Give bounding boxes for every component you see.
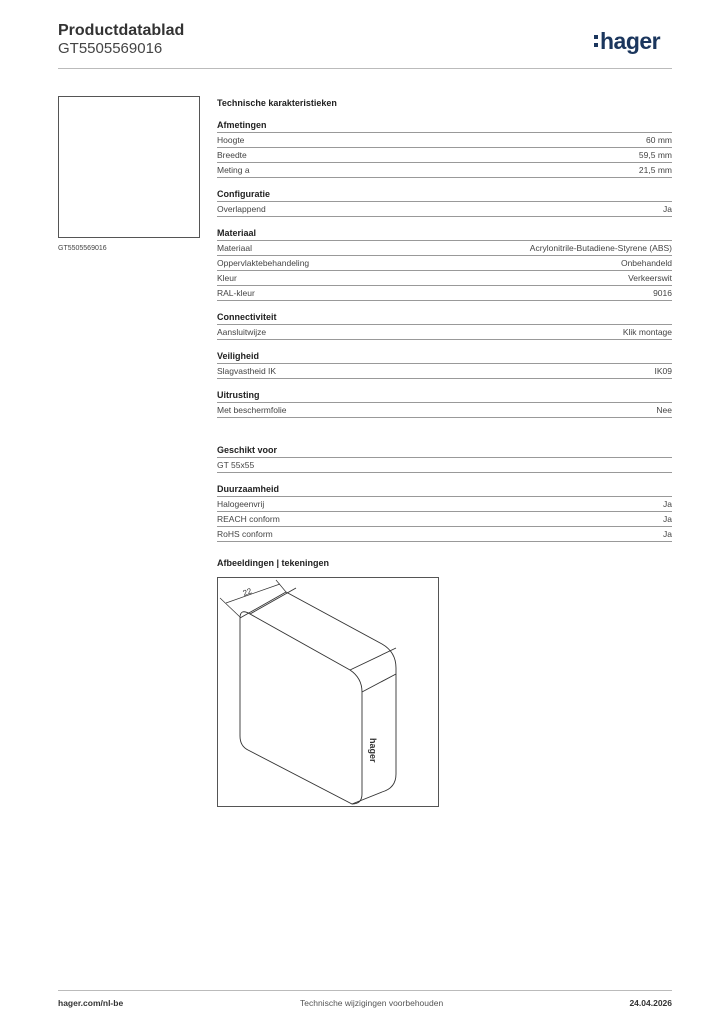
spec-group xyxy=(217,443,672,473)
spec-value: Ja xyxy=(663,499,672,509)
spec-value: Ja xyxy=(663,204,672,214)
thumbnail-caption: GT5505569016 xyxy=(58,245,107,252)
hager-logo xyxy=(594,28,660,55)
box-outline xyxy=(240,588,396,804)
footer-date: 24.04.2026 xyxy=(629,998,672,1008)
spec-label: Overlappend xyxy=(217,204,266,214)
spec-group-title: Veiligheid xyxy=(217,349,672,364)
spec-row xyxy=(217,364,672,379)
sustainability-group xyxy=(217,482,672,542)
spec-label: Met beschermfolie xyxy=(217,405,287,415)
spec-value: Acrylonitrile-Butadiene-Styrene (ABS) xyxy=(529,243,672,253)
spec-group xyxy=(217,187,672,217)
spec-value: Klik montage xyxy=(622,327,672,337)
spec-row xyxy=(217,458,672,473)
spec-group xyxy=(217,226,672,301)
spec-label: RoHS conform xyxy=(217,529,273,539)
spec-row xyxy=(217,271,672,286)
spec-label: GT 55x55 xyxy=(217,460,255,470)
document-code: GT5505569016 xyxy=(58,40,163,57)
spec-row xyxy=(217,256,672,271)
spec-row xyxy=(217,286,672,301)
spec-row xyxy=(217,163,672,178)
spec-row xyxy=(217,497,672,512)
spec-label: Hoogte xyxy=(217,135,245,145)
spec-value: Verkeerswit xyxy=(628,273,672,283)
spec-group-title: Duurzaamheid xyxy=(217,482,672,497)
spec-group xyxy=(217,349,672,379)
spec-value: 60 mm xyxy=(646,135,672,145)
spec-label: Kleur xyxy=(217,273,237,283)
spec-label: Breedte xyxy=(217,150,247,160)
spec-group-title: Configuratie xyxy=(217,187,672,202)
images-heading: Afbeeldingen | tekeningen xyxy=(217,558,330,568)
spec-row xyxy=(217,527,672,542)
document-title: Productdatablad xyxy=(58,22,185,39)
spec-value: Onbehandeld xyxy=(620,258,672,268)
spec-row xyxy=(217,148,672,163)
spec-label: REACH conform xyxy=(217,514,280,524)
spec-group xyxy=(217,482,672,542)
spec-value: 59,5 mm xyxy=(638,150,672,160)
spec-row xyxy=(217,325,672,340)
spec-group-title: Uitrusting xyxy=(217,388,672,403)
tech-heading: Technische karakteristieken xyxy=(217,98,337,108)
spec-value: 9016 xyxy=(653,288,672,298)
spec-row xyxy=(217,202,672,217)
spec-value: Nee xyxy=(656,405,672,415)
header-divider xyxy=(58,68,672,69)
spec-group-title: Geschikt voor xyxy=(217,443,672,458)
spec-row xyxy=(217,241,672,256)
spec-label: Halogeenvrij xyxy=(217,499,265,509)
tech-content xyxy=(217,96,672,551)
spec-value: 21,5 mm xyxy=(638,165,672,175)
footer-website[interactable]: hager.com/nl-be xyxy=(58,998,124,1008)
spec-label: Meting a xyxy=(217,165,250,175)
spec-row xyxy=(217,403,672,418)
spec-value: Ja xyxy=(663,529,672,539)
spec-row xyxy=(217,512,672,527)
spec-group xyxy=(217,388,672,418)
product-thumbnail xyxy=(58,96,200,238)
spec-label: Oppervlaktebehandeling xyxy=(217,258,310,268)
spec-group-title: Afmetingen xyxy=(217,118,672,133)
logo-dots-icon xyxy=(594,28,599,50)
product-drawing-svg xyxy=(218,578,438,806)
dimension-label: 22 xyxy=(241,586,254,598)
spec-label: RAL-kleur xyxy=(217,288,255,298)
logo-text: hager xyxy=(600,28,661,54)
spec-label: Materiaal xyxy=(217,243,252,253)
suitable-group xyxy=(217,443,672,473)
spec-group-title: Connectiviteit xyxy=(217,310,672,325)
spec-groups xyxy=(217,118,672,418)
footer-divider xyxy=(58,990,672,991)
spec-group xyxy=(217,310,672,340)
spec-label: Aansluitwijze xyxy=(217,327,267,337)
footer-notice: Technische wijzigingen voorbehouden xyxy=(300,998,444,1008)
spec-value: IK09 xyxy=(654,366,672,376)
product-drawing xyxy=(217,577,439,807)
drawing-brand-mark: hager xyxy=(368,738,378,763)
spec-row xyxy=(217,133,672,148)
spec-value: Ja xyxy=(663,514,672,524)
spec-group-title: Materiaal xyxy=(217,226,672,241)
spec-group xyxy=(217,118,672,178)
spec-label: Slagvastheid IK xyxy=(217,366,277,376)
